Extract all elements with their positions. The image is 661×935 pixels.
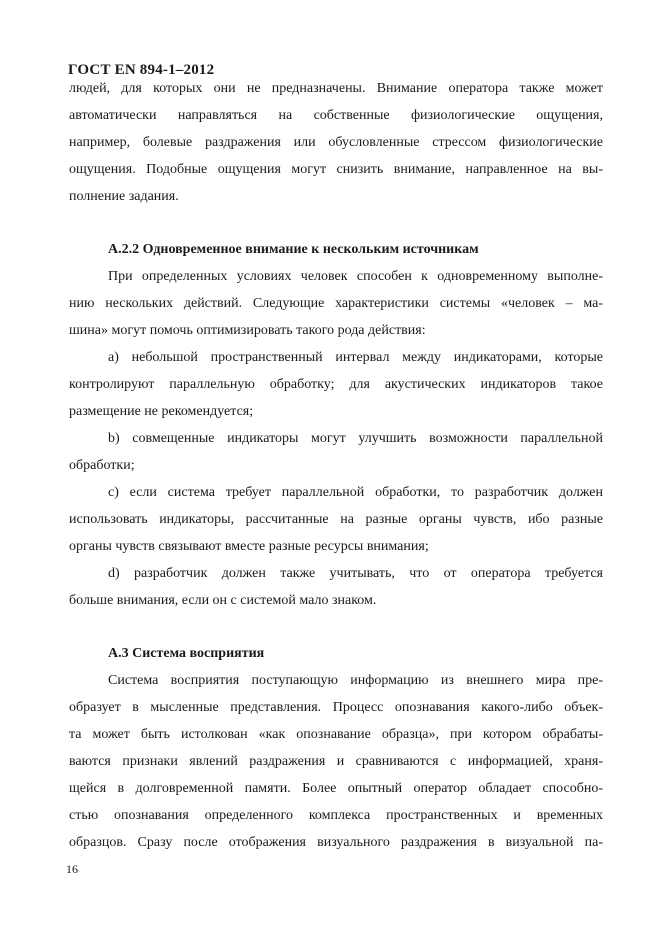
text-line: использовать индикаторы, рассчитанные на разные органы чувств, ибо разные <box>69 512 603 527</box>
text-line: ощущения. Подобные ощущения могут снизить внимание, направленное на вы- <box>69 162 603 177</box>
text-line: полнение задания. <box>69 189 179 204</box>
text-line: обработки; <box>69 458 135 473</box>
text-line: размещение не рекомендуется; <box>69 404 254 419</box>
list-item-line: b) совмещенные индикаторы могут улучшить возможности параллельной <box>108 431 603 446</box>
text-line: та может быть истолкован «как опознавание образца», при котором обрабаты- <box>69 727 603 742</box>
text-line: контролируют параллельную обработку; для акустических индикаторов такое <box>69 377 603 392</box>
list-item-line: d) разработчик должен также учитывать, что от оператора требуется <box>108 566 603 581</box>
text-line: щейся в долговременной памяти. Более опытный оператор обладает способно- <box>69 781 603 796</box>
section-heading: A.2.2 Одновременное внимание к нескольким источникам <box>108 242 479 257</box>
text-line: стью опознавания определенного комплекса пространственных и временных <box>69 808 603 823</box>
text-line: шина» могут помочь оптимизировать такого рода действия: <box>69 323 426 338</box>
text-line: нию нескольких действий. Следующие характеристики системы «человек – ма- <box>69 296 603 311</box>
text-line: образует в мысленные представления. Процесс опознавания какого-либо объек- <box>69 700 603 715</box>
text-line: При определенных условиях человек способен к одновременному выполне- <box>108 269 603 284</box>
list-item-line: a) небольшой пространственный интервал между индикаторами, которые <box>108 350 603 365</box>
document-header: ГОСТ EN 894-1–2012 <box>68 62 215 78</box>
section-heading: A.3 Система восприятия <box>108 646 265 661</box>
text-line: людей, для которых они не предназначены. Внимание оператора также может <box>69 81 603 96</box>
text-line: образцов. Сразу после отображения визуального раздражения в визуальной па- <box>69 835 603 850</box>
list-item-line: c) если система требует параллельной обработки, то разработчик должен <box>108 485 603 500</box>
text-line: больше внимания, если он с системой мало знаком. <box>69 593 377 608</box>
text-line: автоматически направляться на собственные физиологические ощущения, <box>69 108 603 123</box>
text-line: ваются признаки явлений раздражения и сравниваются с информацией, храня- <box>69 754 603 769</box>
text-line: Система восприятия поступающую информацию из внешнего мира пре- <box>108 673 603 688</box>
page-number: 16 <box>66 862 78 876</box>
text-line: например, болевые раздражения или обусловленные стрессом физиологические <box>69 135 603 150</box>
text-line: органы чувств связывают вместе разные ресурсы внимания; <box>69 539 429 554</box>
